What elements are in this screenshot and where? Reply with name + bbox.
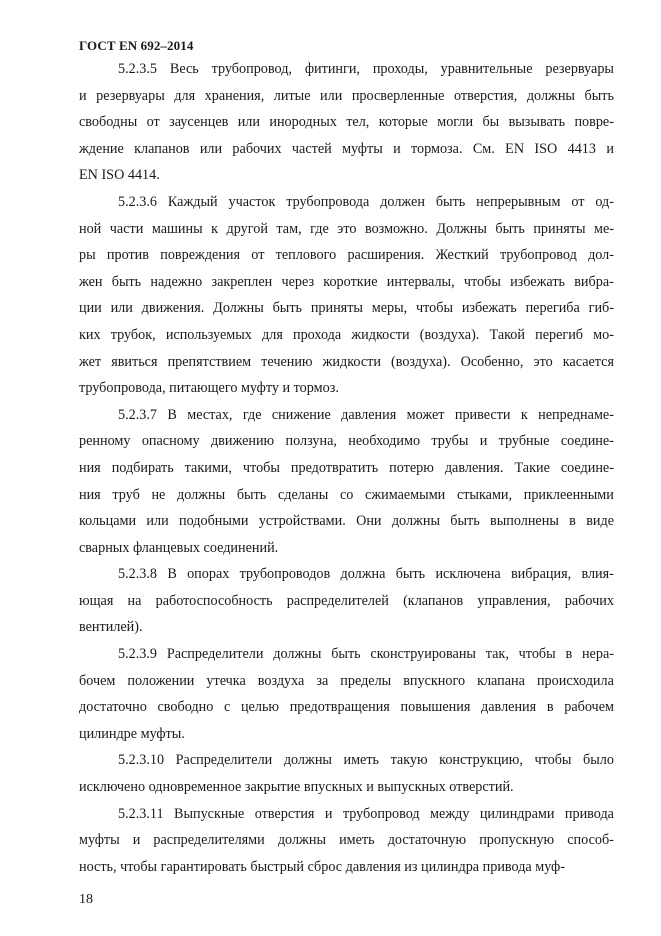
text-line: ции или движения. Должны быть приняты меры, чтобы избежать перегиба гиб- (79, 300, 614, 317)
text-line: ной части машины к другой там, где это возможно. Должны быть приняты ме- (79, 220, 614, 237)
text-line: ких трубок, используемых для прохода жидкости (воздуха). Такой перегиб мо- (79, 326, 614, 343)
text-line: ния подбирать такими, чтобы предотвратить потерю давления. Такие соедине- (79, 459, 614, 476)
text-line: 5.2.3.6 Каждый участок трубопровода должен быть непрерывным от од- (118, 193, 614, 210)
text-line: вентилей). (79, 619, 143, 636)
text-line: достаточно свободно с целью предотвращения повышения давления в рабочем (79, 699, 614, 716)
paragraph-5-2-3-11 (79, 801, 614, 881)
text-line: ния труб не должны быть сделаны со сжимаемыми стыками, приклеенными (79, 486, 614, 503)
text-line: муфты и распределителями должны иметь достаточную пропускную способ- (79, 832, 614, 849)
text-line: 5.2.3.5 Весь трубопровод, фитинги, проходы, уравнительные резервуары (118, 61, 614, 77)
text-line: EN ISO 4414. (79, 167, 160, 184)
standard-header: ГОСТ EN 692–2014 (79, 38, 194, 53)
text-line: жет явиться препятствием течению жидкости (воздуха). Особенно, это касается (79, 353, 614, 370)
paragraph-5-2-3-6 (79, 189, 614, 402)
text-line: и резервуары для хранения, литые или просверленные отверстия, должны быть (79, 87, 614, 104)
paragraph-5-2-3-8 (79, 561, 614, 641)
text-line: ющая на работоспособность распределителей (клапанов управления, рабочих (79, 592, 614, 609)
text-line: ры против повреждения от теплового расширения. Жесткий трубопровод дол- (79, 247, 614, 264)
document-body (79, 56, 614, 880)
text-line: свободны от заусенцев или инородных тел, которые могли бы вызывать повре- (79, 114, 614, 131)
text-line: жен быть надежно закреплен через короткие интервалы, чтобы избежать вибра- (79, 273, 614, 290)
text-line: кольцами или подобными устройствами. Они должны быть выполнены в виде (79, 513, 614, 530)
text-line: 5.2.3.9 Распределители должны быть сконструированы так, чтобы в нера- (118, 646, 614, 663)
paragraph-5-2-3-10 (79, 747, 614, 800)
text-line: сварных фланцевых соединений. (79, 539, 279, 556)
paragraph-5-2-3-5 (79, 56, 614, 189)
text-line: 5.2.3.11 Выпускные отверстия и трубопровод между цилиндрами привода (118, 805, 614, 822)
paragraph-5-2-3-7 (79, 402, 614, 562)
text-line: ность, чтобы гарантировать быстрый сброс давления из цилиндра привода муф- (79, 858, 565, 875)
text-line: 5.2.3.7 В местах, где снижение давления может привести к непреднаме- (118, 406, 614, 423)
text-line: 5.2.3.10 Распределители должны иметь такую конструкцию, чтобы было (118, 752, 614, 769)
text-line: цилиндре муфты. (79, 725, 185, 742)
text-line: бочем положении утечка воздуха за пределы впускного клапана происходила (79, 672, 614, 689)
text-line: трубопровода, питающего муфту и тормоз. (79, 380, 339, 397)
paragraph-5-2-3-9 (79, 641, 614, 747)
page-number: 18 (79, 892, 93, 907)
text-line: ренному опасному движению ползуна, необходимо трубы и трубные соедине- (79, 433, 614, 450)
text-line: ждение клапанов или рабочих частей муфты и тормоза. См. EN ISO 4413 и (79, 140, 614, 157)
text-line: исключено одновременное закрытие впускных и выпускных отверстий. (79, 779, 514, 796)
text-line: 5.2.3.8 В опорах трубопроводов должна быть исключена вибрация, влия- (118, 566, 614, 583)
